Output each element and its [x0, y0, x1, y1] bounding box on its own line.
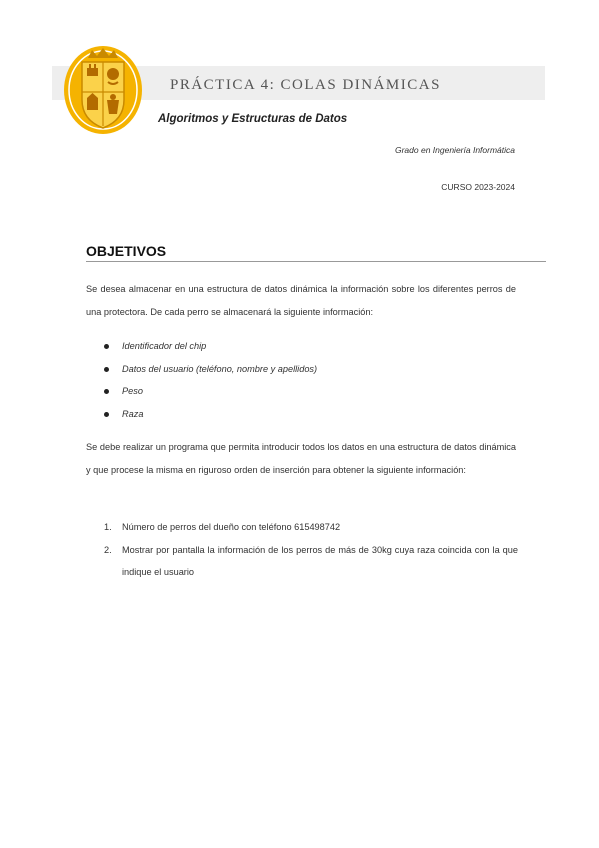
section-heading: OBJETIVOS	[86, 243, 167, 259]
numbered-item	[86, 539, 518, 584]
bullet-list	[86, 335, 317, 425]
list-item-text: Peso	[122, 386, 143, 396]
numbered-list	[86, 516, 518, 584]
bullet-icon	[104, 389, 109, 394]
numbered-item	[86, 516, 518, 539]
bullet-icon	[104, 412, 109, 417]
bullet-icon	[104, 344, 109, 349]
intro-paragraph: Se desea almacenar en una estructura de datos dinámica la información sobre los diferentes perros de una protectora. De cada perro se almacenará la siguiente información:	[86, 284, 516, 317]
university-crest-icon	[62, 44, 144, 136]
item-number: 2.	[104, 544, 112, 555]
degree-label: Grado en Ingeniería Informática	[394, 145, 515, 155]
document-subtitle: Algoritmos y Estructuras de Datos	[158, 113, 348, 125]
list-item	[86, 335, 317, 358]
list-item	[86, 358, 317, 381]
list-item	[86, 380, 317, 403]
task-paragraph: Se debe realizar un programa que permita introducir todos los datos en una estructura de datos dinámica y que procese la misma en riguroso orden de inserción para obtener la siguiente información:	[86, 442, 516, 475]
item-number: 1.	[104, 522, 112, 532]
bullet-icon	[104, 367, 109, 372]
list-item-text: Datos del usuario (teléfono, nombre y apellidos)	[122, 363, 318, 374]
course-label: CURSO 2023-2024	[441, 182, 515, 192]
list-item	[86, 403, 317, 426]
section-divider	[86, 261, 546, 262]
list-item-text: Raza	[122, 408, 144, 419]
numbered-item-text: Mostrar por pantalla la información de los perros de más de 30kg cuya raza coincida con la que indique el usuario	[122, 544, 518, 577]
numbered-item-text: Número de perros del dueño con teléfono 615498742	[122, 522, 341, 532]
list-item-text: Identificador del chip	[122, 341, 207, 351]
document-title: PRÁCTICA 4: COLAS DINÁMICAS	[170, 77, 441, 93]
